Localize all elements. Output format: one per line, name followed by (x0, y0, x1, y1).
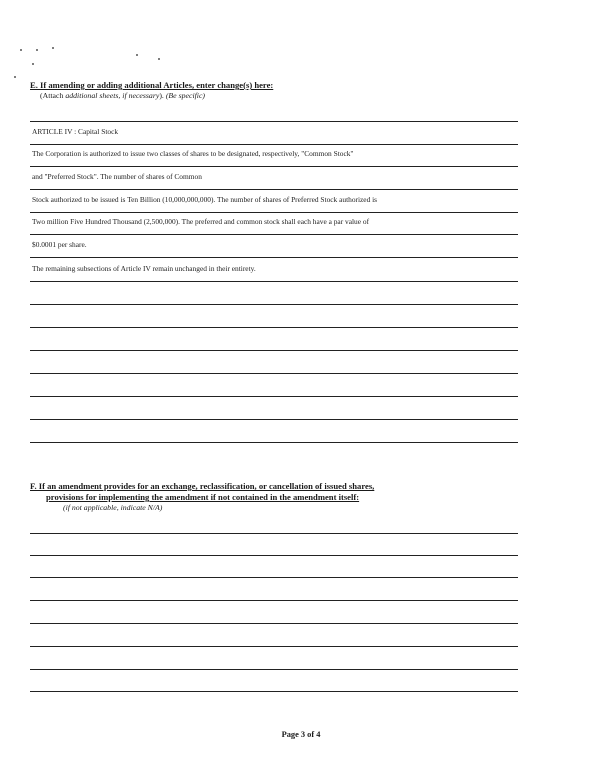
page-number: Page 3 of 4 (281, 730, 321, 739)
scan-speck (20, 49, 22, 51)
section-e-heading: E. If amending or adding additional Articles, enter change(s) here: (30, 80, 274, 90)
entry-line-6: The remaining subsections of Article IV remain unchanged in their entirety. (32, 264, 256, 273)
section-f-heading: F. If an amendment provides for an exchange, reclassification, or cancellation of issued shares, (30, 481, 375, 491)
form-line (30, 304, 518, 305)
form-line (30, 577, 518, 578)
form-line (30, 121, 518, 122)
form-line (30, 257, 518, 258)
form-line (30, 533, 518, 534)
form-line (30, 623, 518, 624)
entry-article-heading: ARTICLE IV : Capital Stock (32, 127, 119, 136)
section-e-instructions: (Attach additional sheets, if necessary). (Be specific) (40, 91, 206, 100)
form-line (30, 555, 518, 556)
form-line (30, 327, 518, 328)
scan-speck (158, 58, 160, 60)
section-f-heading-cont: provisions for implementing the amendment if not contained in the amendment itself: (46, 492, 360, 502)
form-line (30, 419, 518, 420)
form-line (30, 281, 518, 282)
entry-line-3: Stock authorized to be issued is Ten Billion (10,000,000,000). The number of shares of Preferred Stock authorized is (32, 195, 378, 204)
form-line (30, 442, 518, 443)
form-line (30, 691, 518, 692)
form-line (30, 189, 518, 190)
scan-speck (36, 49, 38, 51)
form-line (30, 234, 518, 235)
section-f-instructions: (if not applicable, indicate N/A) (63, 503, 163, 512)
form-line (30, 669, 518, 670)
entry-line-2: and "Preferred Stock". The number of shares of Common (32, 172, 202, 181)
entry-line-4: Two million Five Hundred Thousand (2,500,000). The preferred and common stock shall each have a par value of (32, 217, 370, 226)
scan-speck (52, 47, 54, 49)
entry-line-1: The Corporation is authorized to issue two classes of shares to be designated, respectively, "Common Stock" (32, 149, 354, 158)
form-line (30, 373, 518, 374)
form-line (30, 646, 518, 647)
form-line (30, 600, 518, 601)
scan-speck (32, 63, 34, 65)
form-line (30, 144, 518, 145)
scan-speck (136, 54, 138, 56)
form-line (30, 166, 518, 167)
form-line (30, 350, 518, 351)
scan-speck (14, 76, 16, 78)
entry-line-5: $0.0001 per share. (32, 240, 87, 249)
form-line (30, 396, 518, 397)
form-line (30, 212, 518, 213)
